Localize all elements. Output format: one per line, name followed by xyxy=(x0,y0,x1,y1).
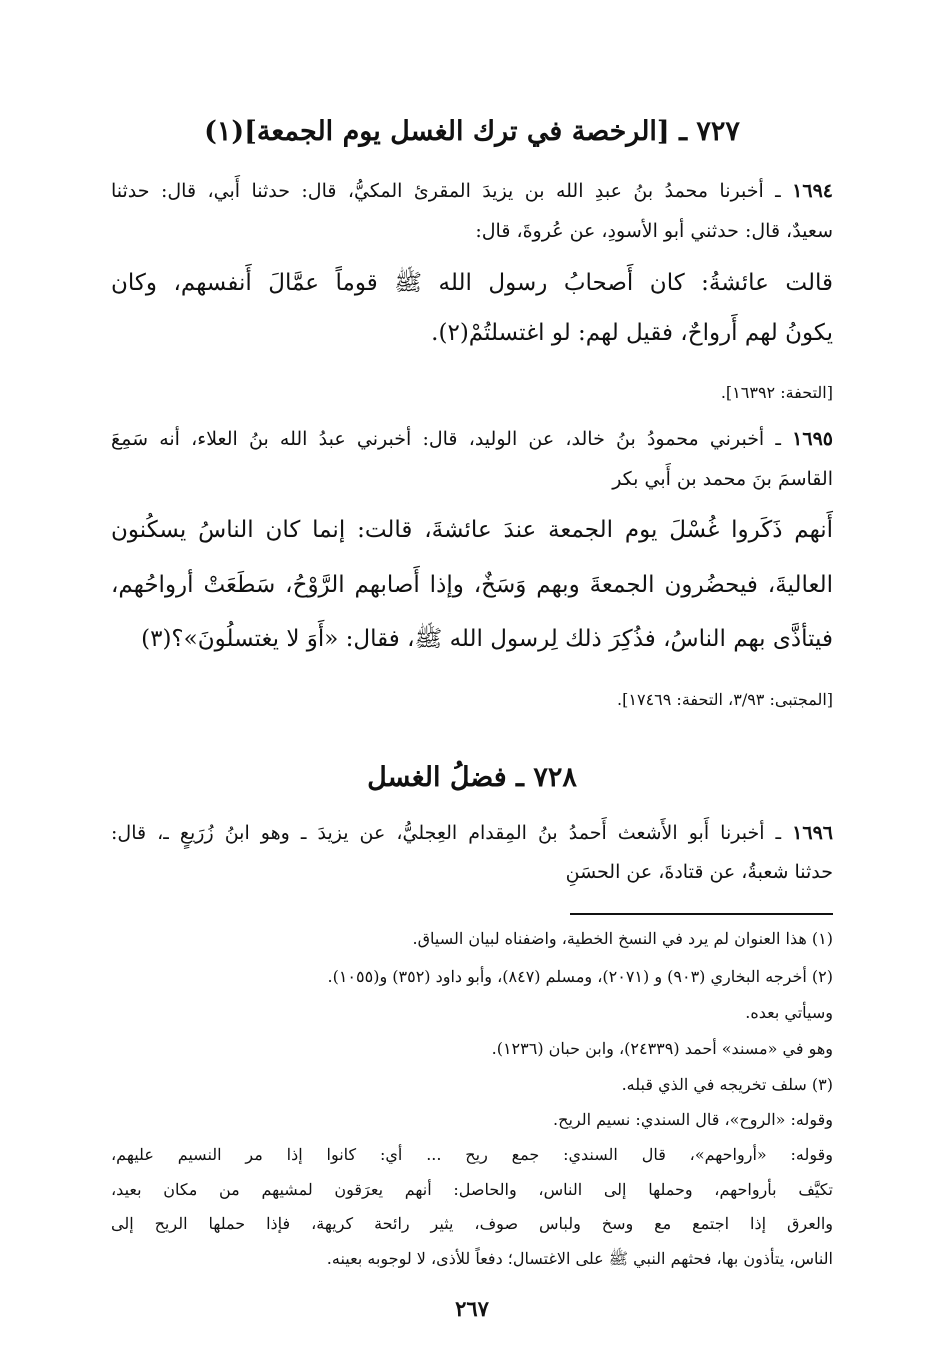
hadith-1696-isnad-line-2: حدثنا شعبةُ، عن قتادةَ، عن الحسَنِ xyxy=(565,861,833,883)
hadith-1695-reference: [المجتبى: ٣/٩٣، التحفة: ١٧٤٦٩]. xyxy=(617,690,833,709)
isnad-text: ـ أخبرني محمودُ بنُ خالد، عن الوليد، قال: أخبرني عبدُ الله بنُ العلاء، أنه سَمِعَ xyxy=(111,428,793,450)
footnote-2-line-2: وسيأتي بعده. xyxy=(745,1003,833,1022)
hadith-number: ١٦٩٥ xyxy=(792,428,833,450)
hadith-1695-matn-line-1: أَنهم ذَكَروا غُسْلَ يوم الجمعة عندَ عائشةَ، قالت: إنما كان الناسُ يسكُنون xyxy=(111,517,833,543)
hadith-number: ١٦٩٦ xyxy=(792,822,833,844)
footnote-2-line-3: وهو في «مسند» أحمد (٢٤٣٣٩)، وابن حبان (١٢٣٦). xyxy=(491,1039,833,1058)
hadith-1694-matn-line-1: قالت عائشةُ: كان أَصحابُ رسول الله ﷺ قوماً عمَّالَ أَنفسهم، وكان xyxy=(111,270,833,296)
chapter-title-728: ٧٢٨ ـ فضلُ الغسل xyxy=(367,762,577,793)
hadith-1694-isnad-line-1 xyxy=(111,180,833,202)
footnote-3-line-5: والعرق إذا اجتمع مع وسخ ولباس صوف، يثير رائحة كريهة، فإذا حملها الريح إلى xyxy=(111,1214,834,1233)
footnote-3-line-6: الناس، يتأذون بها، فحثهم النبي ﷺ على الاغتسال؛ دفعاً للأذى، لا لوجوبه بعينه. xyxy=(326,1249,833,1268)
hadith-1694-matn-line-2: يكونُ لهم أَرواحٌ، فقيل لهم: لو اغتسلتُمْ(٢). xyxy=(431,320,833,346)
footnote-3-line-2: وقوله: «الروح»، قال السندي: نسيم الريح. xyxy=(553,1110,833,1129)
isnad-text: ـ أخبرنا أَبو الأَشعث أَحمدُ بنُ المِقدام العِجليُّ، عن يزيدَ ـ وهو ابنُ زُرَيعٍ ـ، قال: xyxy=(111,822,793,844)
hadith-1695-isnad-line-2: القاسمَ بنَ محمد بن أَبي بكر xyxy=(612,468,833,490)
hadith-number: ١٦٩٤ xyxy=(792,180,833,202)
hadith-1696-isnad-line-1 xyxy=(111,822,833,844)
hadith-1694-reference: [التحفة: ١٦٣٩٢]. xyxy=(720,383,833,402)
hadith-1695-matn-line-3: فيتأذَّى بهم الناسُ، فذُكِرَ ذلك لِرسول الله ﷺ، فقال: «أَوَ لا يغتسلُونَ»؟(٣) xyxy=(141,626,833,652)
footnote-3-line-3: وقوله: «أرواحهم»، قال السندي: جمع ريح ... أي: كانوا إذا مر النسيم عليهم، xyxy=(111,1145,833,1164)
footnote-3-line-1: (٣) سلف تخريجه في الذي قبله. xyxy=(621,1075,833,1094)
footnote-3-line-4: تكيَّف بأرواحهم، وحملها إلى الناس، والحاصل: أنهم يعرَقون لمشيهم من مكان بعيد، xyxy=(111,1180,833,1199)
isnad-text: ـ أخبرنا محمدُ بنُ عبدِ الله بن يزيدَ المقرئ المكيُّ، قال: حدثنا أَبي، قال: حدثنا xyxy=(111,180,793,202)
footnote-2-line-1: (٢) أخرجه البخاري (٩٠٣) و (٢٠٧١)، ومسلم (٨٤٧)، وأبو داود (٣٥٢) و(١٠٥٥). xyxy=(327,967,833,986)
footnote-1: (١) هذا العنوان لم يرد في النسخ الخطية، واضفناه لبيان السياق. xyxy=(412,929,833,948)
hadith-1695-isnad-line-1 xyxy=(111,428,833,450)
chapter-title-727: ٧٢٧ ـ [الرخصة في ترك الغسل يوم الجمعة](١) xyxy=(204,116,740,147)
hadith-1694-isnad-line-2: سعيدٌ، قال: حدثني أبو الأسودِ، عن عُروةَ، قال: xyxy=(475,220,833,242)
hadith-1695-matn-line-2: العاليةَ، فيحضُرون الجمعةَ وبهم وَسَخٌ، وإذا أَصابهم الرَّوْحُ، سَطَعَتْ أرواحُهم، xyxy=(111,572,833,598)
footnote-separator xyxy=(570,913,833,915)
page-number: ٢٦٧ xyxy=(455,1296,489,1321)
